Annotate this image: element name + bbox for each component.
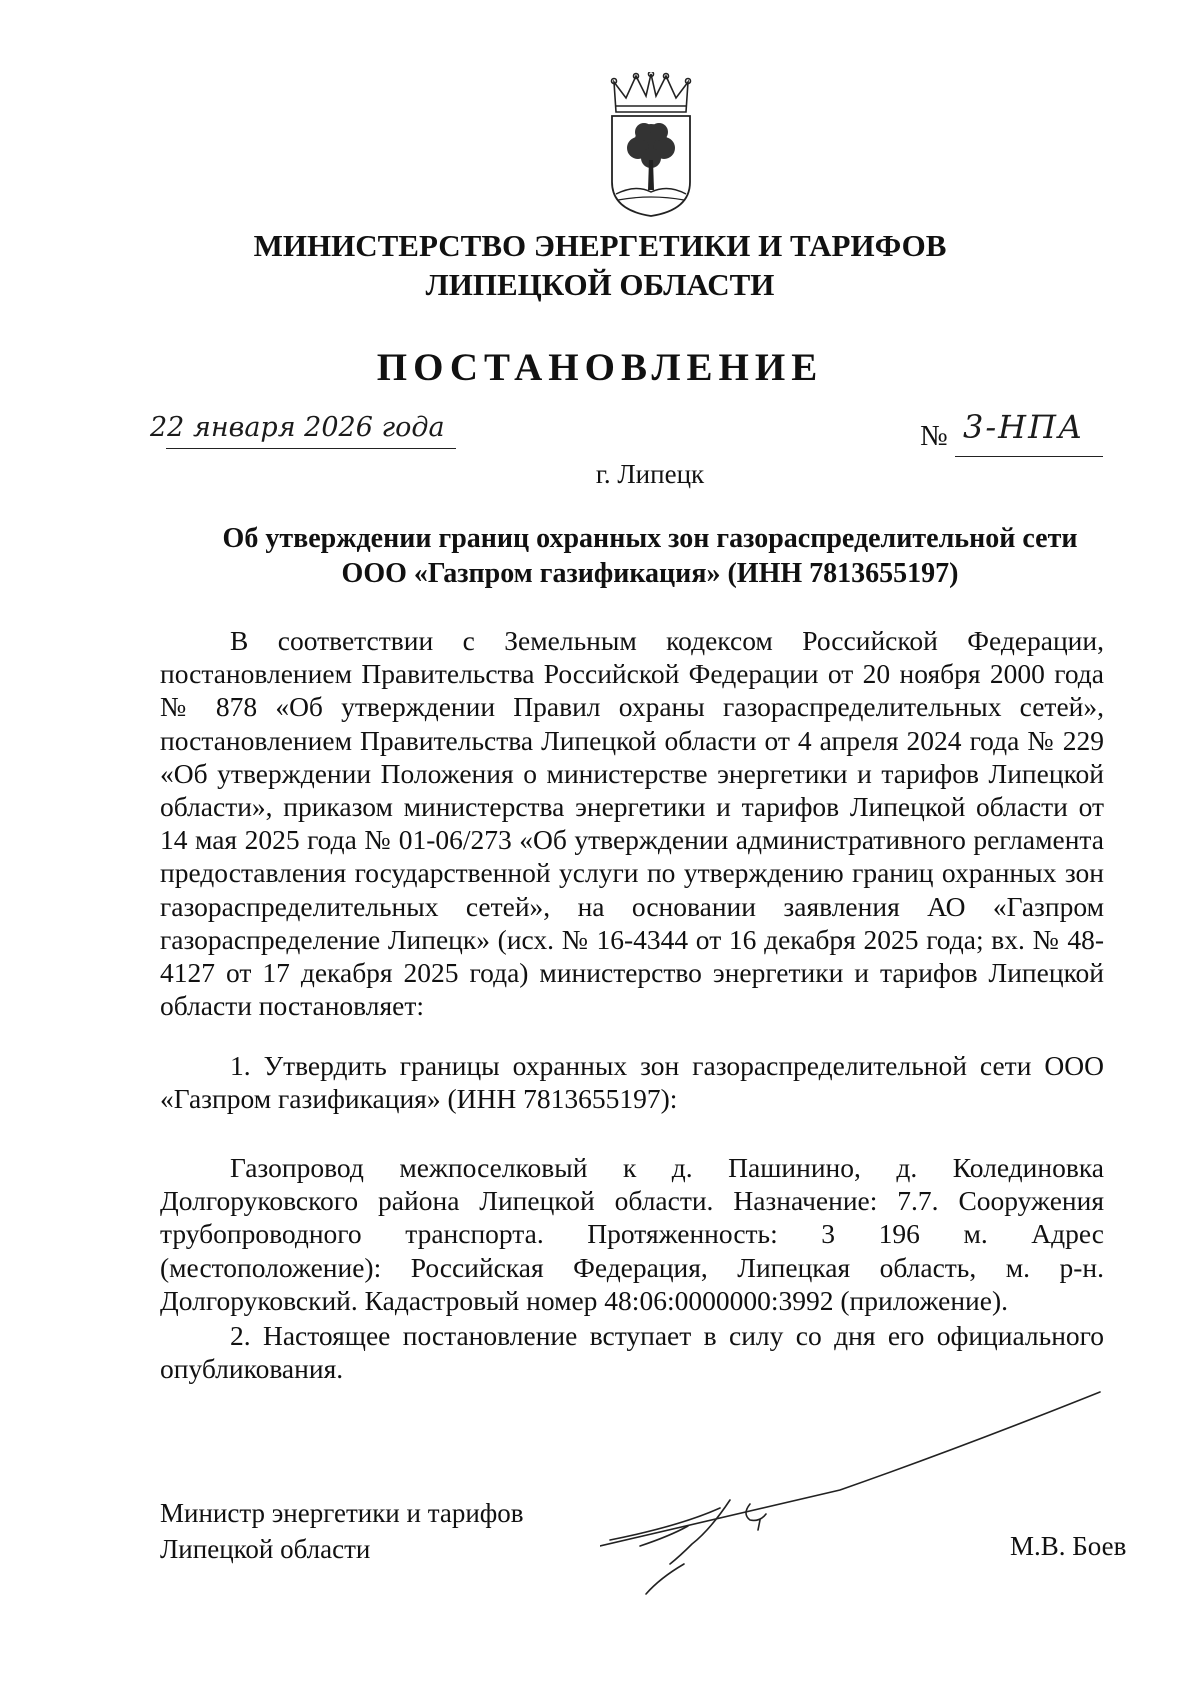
coat-of-arms-icon [606,72,696,218]
number-underline [955,456,1103,457]
signatory-title-line1: Министр энергетики и тарифов [160,1498,524,1528]
subject-line2: ООО «Газпром газификация» (ИНН 7813655197) [341,558,959,589]
ministry-name-line2: ЛИПЕЦКОЙ ОБЛАСТИ [425,267,775,302]
item-1-detail-paragraph: Газопровод межпоселковый к д. Пашинино, д. Колединовка Долгоруковского района Липецкой области. Назначение: 7.7. Сооружения трубопроводного транспорта. Протяженность: 3 196 м. Адрес (местоположение): Российская Федерация, Липецкая область, м. р-н. Долгоруковский. Кадастровый номер 48:06:0000000:3992 (приложение). [160,1152,1104,1316]
item-2-paragraph: 2. Настоящее постановление вступает в силу со дня его официального опубликования. [160,1320,1104,1385]
preamble-paragraph: В соответствии с Земельным кодексом Российской Федерации, постановлением Правительства Российской Федерации от 20 ноября 2000 года № 878 «Об утверждении Правил охраны газораспределительных сетей», постановлением Правительства Липецкой области от 4 апреля 2024 года № 229 «Об утверждении Положения о министерстве энергетики и тарифов Липецкой области», приказом министерства энергетики и тарифов Липецкой области от 14 мая 2025 года № 01-06/273 «Об утверждении административного регламента предоставления государственной услуги по утверждению границ охранных зон газораспределительных сетей», на основании заявления АО «Газпром газораспределение Липецк» (исх. № 16-4344 от 16 декабря 2025 года; вх. № 48-4127 от 17 декабря 2025 года) министерство энергетики и тарифов Липецкой области постановляет: [160,625,1104,1022]
document-number-label: № [920,420,948,452]
handwritten-signature [600,1380,1120,1640]
signatory-title-line2: Липецкой области [160,1534,371,1564]
item-1-paragraph: 1. Утвердить границы охранных зон газораспределительной сети ООО «Газпром газификация» (ИНН 7813655197): [160,1050,1104,1115]
signatory-title [160,1495,524,1567]
document-subject [150,521,1150,591]
signatory-name: М.В. Боев [1010,1531,1127,1561]
ministry-name-line1: МИНИСТЕРСТВО ЭНЕРГЕТИКИ И ТАРИФОВ [253,228,947,263]
handwritten-date: 22 января 2026 года [150,412,445,443]
subject-line1: Об утверждении границ охранных зон газораспределительной сети [222,523,1078,554]
city-name: г. Липецк [595,459,705,489]
handwritten-document-number: 3-НПА [963,408,1085,446]
date-underline [166,448,456,449]
document-type-title: ПОСТАНОВЛЕНИЕ [376,346,824,389]
